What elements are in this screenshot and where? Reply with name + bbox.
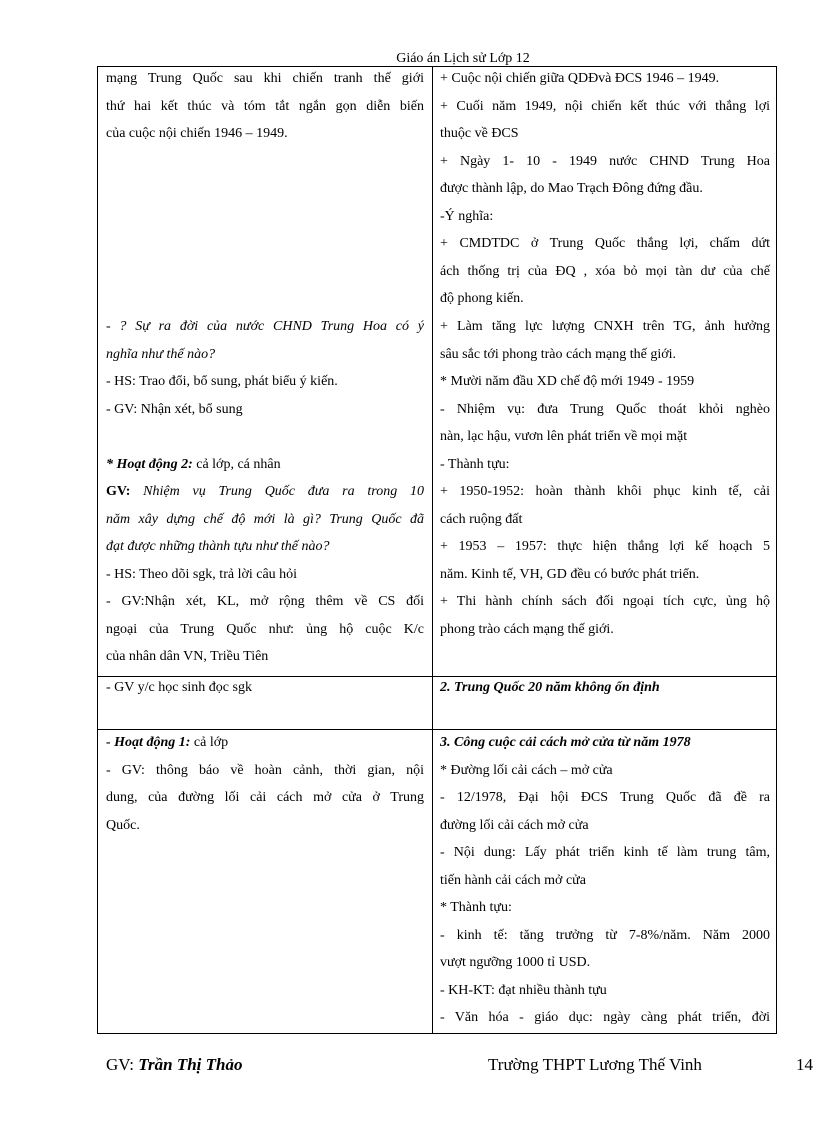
- activity-1-title: - Hoạt động 1:: [106, 735, 191, 750]
- row3-right-line-5: - Nội dung: Lấy phát triển kinh tế làm trung tâm,: [440, 845, 770, 860]
- row1-right-line-16: + 1950-1952: hoàn thành khôi phục kinh tế, cải: [440, 484, 770, 499]
- gv-label: GV:: [106, 484, 131, 499]
- page-header: Giáo án Lịch sử Lớp 12: [396, 51, 530, 66]
- row1-right-line-12: * Mười năm đầu XD chế độ mới 1949 - 1959: [440, 374, 695, 389]
- row1-left-line-2: thứ hai kết thúc và tóm tắt ngắn gọn diễn biến: [106, 99, 424, 114]
- row1-right-line-9: độ phong kiến.: [440, 291, 524, 306]
- footer-school: Trường THPT Lương Thế Vinh: [488, 1055, 702, 1074]
- row1-right-line-1: + Cuộc nội chiến giữa QDĐvà ĐCS 1946 – 1949.: [440, 71, 720, 86]
- row1-right-line-15: - Thành tựu:: [440, 457, 510, 472]
- row3-right-line-4: đường lối cải cách mở cửa: [440, 818, 589, 833]
- row1-left-gv-question-cont-1: năm xây dựng chế độ mới là gì? Trung Quốc đã: [106, 512, 424, 527]
- row3-right-line-8: - kinh tế: tăng trưởng từ 7-8%/năm. Năm 2000: [440, 928, 770, 943]
- row1-right-line-3: thuộc về ĐCS: [440, 126, 519, 141]
- row1-left-gv-2-cont-1: ngoại của Trung Quốc như: ủng hộ cuộc K/c: [106, 622, 424, 637]
- row1-left-gv-2: - GV:Nhận xét, KL, mở rộng thêm về CS đối: [106, 594, 424, 609]
- row3-left-line-4: Quốc.: [106, 818, 140, 833]
- row1-right-line-5: được thành lập, do Mao Trạch Đông đứng đầu.: [440, 181, 703, 196]
- row3-right-line-2: * Đường lối cải cách – mở cửa: [440, 763, 613, 778]
- column-divider: [432, 67, 433, 1033]
- lesson-table: [97, 66, 777, 1034]
- row1-left-gv-question: [106, 483, 424, 501]
- row3-left-line-3: dung, của đường lối cải cách mở cửa ở Trung: [106, 790, 424, 805]
- row1-right-line-14: nàn, lạc hậu, vươn lên phát triển về mọi mặt: [440, 429, 688, 444]
- row1-right-line-19: năm. Kinh tế, VH, GD đều có bước phát triển.: [440, 567, 700, 582]
- row1-left-question: - ? Sự ra đời của nước CHND Trung Hoa có ý: [106, 319, 424, 334]
- row-divider-2: [98, 729, 776, 730]
- row3-right-line-9: vượt ngưỡng 1000 tỉ USD.: [440, 955, 591, 970]
- activity-1-scope: cả lớp: [190, 735, 229, 750]
- row3-left-line-2: - GV: thông báo về hoàn cảnh, thời gian, nội: [106, 763, 424, 778]
- gv-question-text: Nhiệm vụ Trung Quốc đưa ra trong 10: [130, 484, 424, 499]
- row1-right-line-2: + Cuối năm 1949, nội chiến kết thúc với thắng lợi: [440, 99, 770, 114]
- row1-left-gv-2-cont-2: của nhân dân VN, Triều Tiên: [106, 649, 269, 664]
- row1-left-activity-2: [106, 456, 424, 474]
- row3-right-line-6: tiến hành cải cách mở cửa: [440, 873, 586, 888]
- row3-right-line-11: - Văn hóa - giáo dục: ngày càng phát triển, đời: [440, 1010, 770, 1025]
- row1-right-line-11: sâu sắc tới phong trào cách mạng thế giới.: [440, 347, 677, 362]
- row1-right-line-4: + Ngày 1- 10 - 1949 nước CHND Trung Hoa: [440, 154, 770, 169]
- row1-right-line-17: cách ruộng đất: [440, 512, 523, 527]
- row3-right-line-7: * Thành tựu:: [440, 900, 512, 915]
- row1-right-line-7: + CMDTDC ở Trung Quốc thắng lợi, chấm dứt: [440, 236, 770, 251]
- row1-left-gv-question-cont-2: đạt được những thành tựu như thế nào?: [106, 539, 330, 554]
- activity-2-title: * Hoạt động 2:: [106, 457, 193, 472]
- row1-right-line-8: ách thống trị của ĐQ , xóa bỏ mọi tàn dư của chế: [440, 264, 770, 279]
- row1-right-line-18: + 1953 – 1957: thực hiện thắng lợi kế hoạch 5: [440, 539, 770, 554]
- row2-left: - GV y/c học sinh đọc sgk: [106, 680, 252, 695]
- row1-left-question-cont: nghĩa như thế nào?: [106, 347, 216, 362]
- footer-teacher-prefix: GV:: [106, 1055, 139, 1074]
- activity-2-scope: cả lớp, cá nhân: [192, 457, 281, 472]
- row3-left-activity-1: [106, 734, 424, 752]
- row1-left-gv: - GV: Nhận xét, bổ sung: [106, 402, 243, 417]
- row1-left-hs: - HS: Trao đổi, bổ sung, phát biểu ý kiến.: [106, 374, 338, 389]
- row1-right-line-20: + Thi hành chính sách đối ngoại tích cực, ủng hộ: [440, 594, 770, 609]
- footer-teacher-name: Trần Thị Thảo: [138, 1055, 243, 1074]
- row1-left-line-3: của cuộc nội chiến 1946 – 1949.: [106, 126, 288, 141]
- row1-right-line-21: phong trào cách mạng thế giới.: [440, 622, 614, 637]
- row1-right-line-10: + Làm tăng lực lượng CNXH trên TG, ảnh hưởng: [440, 319, 770, 334]
- row1-right-line-13: - Nhiệm vụ: đưa Trung Quốc thoát khỏi nghèo: [440, 402, 770, 417]
- row1-left-hs-2: - HS: Theo dõi sgk, trả lời câu hỏi: [106, 567, 298, 582]
- footer-page-number: 14: [796, 1055, 813, 1074]
- row3-right-heading: 3. Công cuộc cải cách mở cửa từ năm 1978: [440, 735, 691, 750]
- row1-left-line-1: mạng Trung Quốc sau khi chiến tranh thế giới: [106, 71, 424, 86]
- row3-right-line-3: - 12/1978, Đại hội ĐCS Trung Quốc đã đề ra: [440, 790, 770, 805]
- row3-right-line-10: - KH-KT: đạt nhiều thành tựu: [440, 983, 607, 998]
- footer-teacher: [106, 1054, 243, 1076]
- row2-right-heading: 2. Trung Quốc 20 năm không ổn định: [440, 680, 660, 695]
- row1-right-line-6: -Ý nghĩa:: [440, 209, 494, 224]
- row-divider-1: [98, 676, 776, 677]
